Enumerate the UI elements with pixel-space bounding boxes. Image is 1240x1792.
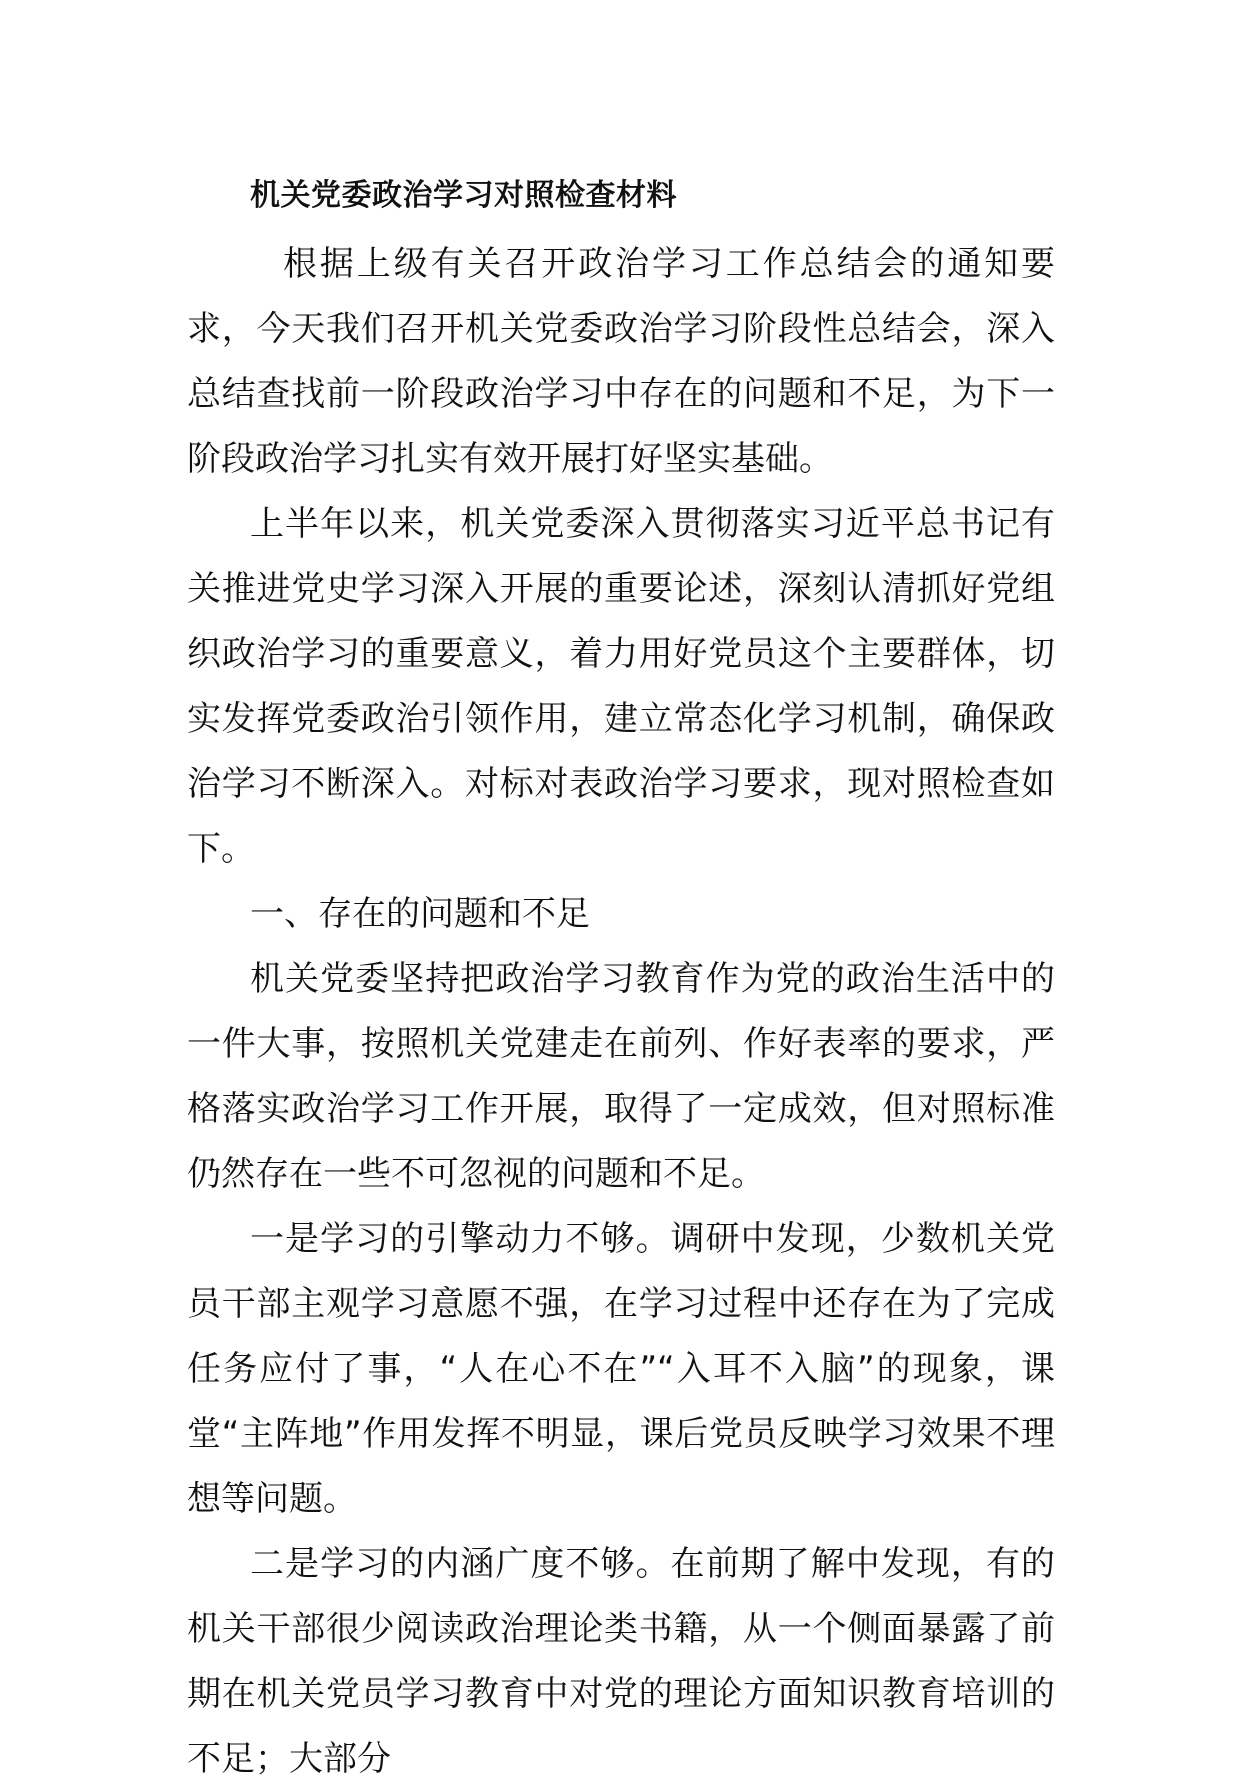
document-title: 机关党委政治学习对照检查材料 [250,178,677,213]
section-heading-problems: 一、存在的问题和不足 [250,894,590,934]
paragraph-problem-two: 二是学习的内涵广度不够。在前期了解中发现，有的机关干部很少阅读政治理论类书籍，从一个侧面暴露了前期在机关党员学习教育中对党的理论方面知识教育培训的不足；大部分 [187,1544,1055,1779]
document-body [187,232,1055,1792]
paragraph-overview: 上半年以来，机关党委深入贯彻落实习近平总书记有关推进党史学习深入开展的重要论述，深刻认清抓好党组织政治学习的重要意义，着力用好党员这个主要群体，切实发挥党委政治引领作用，建立常态化学习机制，确保政治学习不断深入。对标对表政治学习要求，现对照检查如下。 [187,504,1055,869]
paragraph-intro: 根据上级有关召开政治学习工作总结会的通知要求，今天我们召开机关党委政治学习阶段性总结会，深入总结查找前一阶段政治学习中存在的问题和不足，为下一阶段政治学习扎实有效开展打好坚实基础。 [187,244,1055,479]
paragraph-problem-one: 一是学习的引擎动力不够。调研中发现，少数机关党员干部主观学习意愿不强，在学习过程中还存在为了完成任务应付了事，“人在心不在”“入耳不入脑”的现象，课堂“主阵地”作用发挥不明显，课后党员反映学习效果不理想等问题。 [187,1219,1055,1519]
paragraph-problems-summary: 机关党委坚持把政治学习教育作为党的政治生活中的一件大事，按照机关党建走在前列、作好表率的要求，严格落实政治学习工作开展，取得了一定成效，但对照标准仍然存在一些不可忽视的问题和不足。 [187,959,1055,1194]
